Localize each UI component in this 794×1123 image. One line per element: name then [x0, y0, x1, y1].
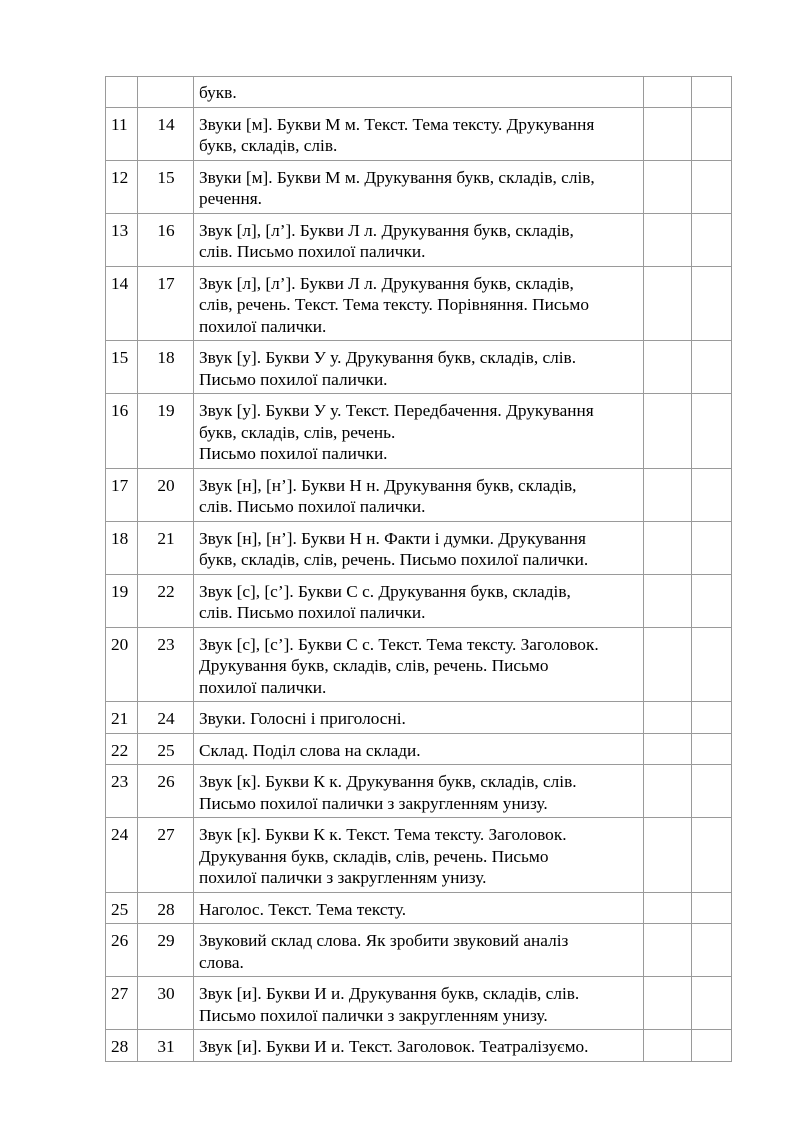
table-row — [106, 702, 732, 734]
lesson-topic-cell: Звук [н], [н’]. Букви Н н. Друкування букв, складів, слів. Письмо похилої палички. — [194, 468, 644, 521]
note-cell-empty — [692, 765, 732, 818]
lesson-topic-cell: Звук [и]. Букви И и. Друкування букв, складів, слів. Письмо похилої палички з закругленням унизу. — [194, 977, 644, 1030]
lesson-topic-cell: Звук [с], [с’]. Букви С с. Текст. Тема тексту. Заголовок. Друкування букв, складів, слів, речень. Письмо похилої палички. — [194, 627, 644, 702]
row-number-cell: 21 — [106, 702, 138, 734]
table-row — [106, 394, 732, 469]
note-cell-empty — [692, 702, 732, 734]
lesson-topic-cell: Звуки. Голосні і приголосні. — [194, 702, 644, 734]
date-cell-empty — [644, 521, 692, 574]
lesson-topic-cell: Склад. Поділ слова на склади. — [194, 733, 644, 765]
lesson-topic-cell: Звук [л], [л’]. Букви Л л. Друкування букв, складів, слів. Письмо похилої палички. — [194, 213, 644, 266]
lesson-topic-cell: Звук [с], [с’]. Букви С с. Друкування букв, складів, слів. Письмо похилої палички. — [194, 574, 644, 627]
lesson-number-cell: 14 — [138, 107, 194, 160]
date-cell-empty — [644, 977, 692, 1030]
date-cell-empty — [644, 818, 692, 893]
table-row — [106, 765, 732, 818]
lesson-plan-body — [106, 77, 732, 1062]
table-row — [106, 341, 732, 394]
row-number-cell: 24 — [106, 818, 138, 893]
note-cell-empty — [692, 521, 732, 574]
row-number-cell: 28 — [106, 1030, 138, 1062]
lesson-number-cell: 17 — [138, 266, 194, 341]
note-cell-empty — [692, 977, 732, 1030]
table-row — [106, 521, 732, 574]
row-number-cell: 14 — [106, 266, 138, 341]
row-number-cell: 11 — [106, 107, 138, 160]
table-row — [106, 107, 732, 160]
date-cell-empty — [644, 702, 692, 734]
lesson-topic-cell: Звуковий склад слова. Як зробити звуковий аналіз слова. — [194, 924, 644, 977]
note-cell-empty — [692, 213, 732, 266]
note-cell-empty — [692, 468, 732, 521]
note-cell-empty — [692, 266, 732, 341]
row-number-cell: 12 — [106, 160, 138, 213]
table-row — [106, 468, 732, 521]
lesson-topic-cell: Звук [л], [л’]. Букви Л л. Друкування букв, складів, слів, речень. Текст. Тема тексту. Порівняння. Письмо похилої палички. — [194, 266, 644, 341]
row-number-cell: 26 — [106, 924, 138, 977]
lesson-number-cell: 22 — [138, 574, 194, 627]
date-cell-empty — [644, 107, 692, 160]
lesson-number-cell: 27 — [138, 818, 194, 893]
lesson-topic-cell: Звуки [м]. Букви М м. Текст. Тема тексту. Друкування букв, складів, слів. — [194, 107, 644, 160]
lesson-number-cell: 29 — [138, 924, 194, 977]
note-cell-empty — [692, 892, 732, 924]
lesson-topic-cell: Звук [у]. Букви У у. Друкування букв, складів, слів. Письмо похилої палички. — [194, 341, 644, 394]
date-cell-empty — [644, 160, 692, 213]
table-row — [106, 924, 732, 977]
lesson-topic-cell: Звук [к]. Букви К к. Друкування букв, складів, слів. Письмо похилої палички з закругленням унизу. — [194, 765, 644, 818]
lesson-number-cell: 26 — [138, 765, 194, 818]
date-cell-empty — [644, 892, 692, 924]
table-row — [106, 213, 732, 266]
date-cell-empty — [644, 733, 692, 765]
lesson-number-cell: 25 — [138, 733, 194, 765]
table-row — [106, 1030, 732, 1062]
lesson-number-cell: 16 — [138, 213, 194, 266]
date-cell-empty — [644, 924, 692, 977]
note-cell-empty — [692, 733, 732, 765]
note-cell-empty — [692, 160, 732, 213]
row-number-cell: 27 — [106, 977, 138, 1030]
date-cell-empty — [644, 574, 692, 627]
lesson-number-cell: 21 — [138, 521, 194, 574]
date-cell-empty — [644, 1030, 692, 1062]
lesson-number-cell: 15 — [138, 160, 194, 213]
row-number-cell: 20 — [106, 627, 138, 702]
date-cell-empty — [644, 765, 692, 818]
table-row — [106, 892, 732, 924]
row-number-cell: 17 — [106, 468, 138, 521]
row-number-cell: 25 — [106, 892, 138, 924]
date-cell-empty — [644, 468, 692, 521]
note-cell-empty — [692, 924, 732, 977]
lesson-number-cell — [138, 77, 194, 108]
lesson-plan-table — [105, 76, 732, 1062]
table-row — [106, 733, 732, 765]
lesson-number-cell: 30 — [138, 977, 194, 1030]
lesson-topic-cell: Звук [к]. Букви К к. Текст. Тема тексту. Заголовок. Друкування букв, складів, слів, речень. Письмо похилої палички з закругленням унизу. — [194, 818, 644, 893]
row-number-cell — [106, 77, 138, 108]
date-cell-empty — [644, 627, 692, 702]
row-number-cell: 19 — [106, 574, 138, 627]
note-cell-empty — [692, 818, 732, 893]
table-row — [106, 160, 732, 213]
note-cell-empty — [692, 1030, 732, 1062]
date-cell-empty — [644, 394, 692, 469]
lesson-topic-cell: Звук [у]. Букви У у. Текст. Передбачення. Друкування букв, складів, слів, речень. Письмо похилої палички. — [194, 394, 644, 469]
row-number-cell: 18 — [106, 521, 138, 574]
lesson-number-cell: 23 — [138, 627, 194, 702]
table-row — [106, 266, 732, 341]
lesson-number-cell: 24 — [138, 702, 194, 734]
table-row — [106, 977, 732, 1030]
table-row — [106, 627, 732, 702]
lesson-number-cell: 20 — [138, 468, 194, 521]
row-number-cell: 15 — [106, 341, 138, 394]
note-cell-empty — [692, 341, 732, 394]
row-number-cell: 16 — [106, 394, 138, 469]
note-cell-empty — [692, 107, 732, 160]
date-cell-empty — [644, 266, 692, 341]
lesson-topic-cell: Наголос. Текст. Тема тексту. — [194, 892, 644, 924]
lesson-topic-cell: Звуки [м]. Букви М м. Друкування букв, складів, слів, речення. — [194, 160, 644, 213]
note-cell-empty — [692, 77, 732, 108]
lesson-number-cell: 19 — [138, 394, 194, 469]
lesson-topic-cell: Звук [и]. Букви И и. Текст. Заголовок. Театралізуємо. — [194, 1030, 644, 1062]
table-row — [106, 574, 732, 627]
note-cell-empty — [692, 627, 732, 702]
row-number-cell: 22 — [106, 733, 138, 765]
date-cell-empty — [644, 77, 692, 108]
date-cell-empty — [644, 213, 692, 266]
date-cell-empty — [644, 341, 692, 394]
row-number-cell: 13 — [106, 213, 138, 266]
lesson-number-cell: 18 — [138, 341, 194, 394]
table-row — [106, 818, 732, 893]
lesson-number-cell: 28 — [138, 892, 194, 924]
note-cell-empty — [692, 394, 732, 469]
note-cell-empty — [692, 574, 732, 627]
lesson-number-cell: 31 — [138, 1030, 194, 1062]
lesson-topic-cell: букв. — [194, 77, 644, 108]
lesson-topic-cell: Звук [н], [н’]. Букви Н н. Факти і думки. Друкування букв, складів, слів, речень. Письмо похилої палички. — [194, 521, 644, 574]
table-row — [106, 77, 732, 108]
row-number-cell: 23 — [106, 765, 138, 818]
